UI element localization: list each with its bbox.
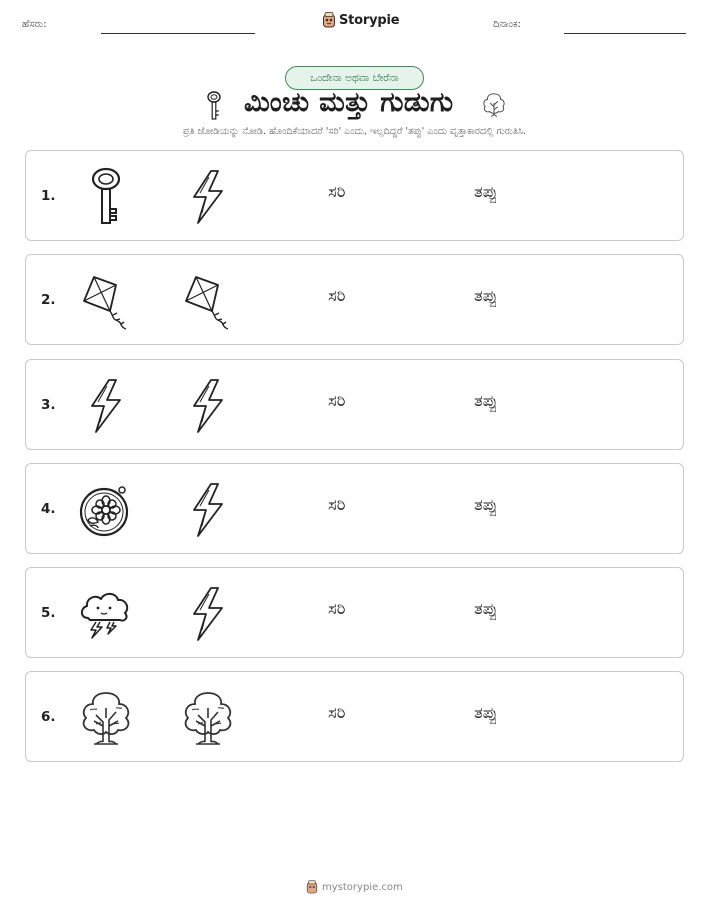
kite-icon (76, 271, 136, 331)
question-number: 5. (41, 605, 56, 621)
question-number: 3. (41, 397, 56, 413)
question-card (25, 254, 684, 345)
question-number: 1. (41, 188, 56, 204)
question-number: 6. (41, 709, 56, 725)
option-correct[interactable]: ಸರಿ (328, 703, 346, 722)
question-card (25, 463, 684, 554)
name-label: ಹೆಸರು: (22, 19, 47, 30)
lightning-icon (178, 376, 238, 436)
tree-icon (76, 688, 136, 748)
brand-logo (322, 12, 399, 28)
brand-name: Storypie (339, 12, 400, 28)
instructions: ಪ್ರತಿ ಜೋಡಿಯನ್ನು ನೋಡಿ. ಹೊಂದಿಕೆಯಾದರೆ 'ಸರಿ' ಎಂದು, ಇಲ್ಲದಿದ್ದರೆ 'ತಪ್ಪು' ಎಂದು ವೃತ್ತಾಕಾರದಲ್ಲಿ ಗುರುತಿಸಿ. (182, 126, 527, 137)
flower-badge-icon (76, 480, 136, 540)
option-wrong[interactable]: ತಪ್ಪು (474, 495, 498, 514)
kite-icon (178, 271, 238, 331)
option-correct[interactable]: ಸರಿ (328, 391, 346, 410)
lightning-icon (178, 480, 238, 540)
date-label: ದಿನಾಂಕ: (493, 19, 521, 30)
tree-icon (480, 90, 508, 120)
option-correct[interactable]: ಸರಿ (328, 599, 346, 618)
storypie-logo-icon (322, 12, 336, 28)
footer-url: mystorypie.com (322, 881, 403, 893)
worksheet-type-badge: ಒಂದೇನಾ ಅಥವಾ ಬೇರೆನಾ (285, 66, 424, 90)
lightning-icon (178, 167, 238, 227)
option-wrong[interactable]: ತಪ್ಪು (474, 599, 498, 618)
footer (306, 880, 403, 894)
title-row (0, 86, 709, 124)
option-correct[interactable]: ಸರಿ (328, 495, 346, 514)
option-wrong[interactable]: ತಪ್ಪು (474, 703, 498, 722)
storm-cloud-icon (76, 584, 136, 644)
key-icon (205, 91, 223, 121)
option-correct[interactable]: ಸರಿ (328, 182, 346, 201)
option-wrong[interactable]: ತಪ್ಪು (474, 182, 498, 201)
option-wrong[interactable]: ತಪ್ಪು (474, 286, 498, 305)
question-card (25, 359, 684, 450)
question-card (25, 150, 684, 241)
lightning-icon (76, 376, 136, 436)
question-number: 4. (41, 501, 56, 517)
date-line[interactable] (564, 33, 686, 34)
storypie-logo-icon (306, 880, 318, 894)
option-wrong[interactable]: ತಪ್ಪು (474, 391, 498, 410)
lightning-icon (178, 584, 238, 644)
question-card (25, 671, 684, 762)
question-number: 2. (41, 292, 56, 308)
option-correct[interactable]: ಸರಿ (328, 286, 346, 305)
key-icon (76, 167, 136, 227)
name-line[interactable] (101, 33, 255, 34)
question-card (25, 567, 684, 658)
page-title: ಮಿಂಚು ಮತ್ತು ಗುಡುಗು (244, 87, 454, 118)
tree-icon (178, 688, 238, 748)
